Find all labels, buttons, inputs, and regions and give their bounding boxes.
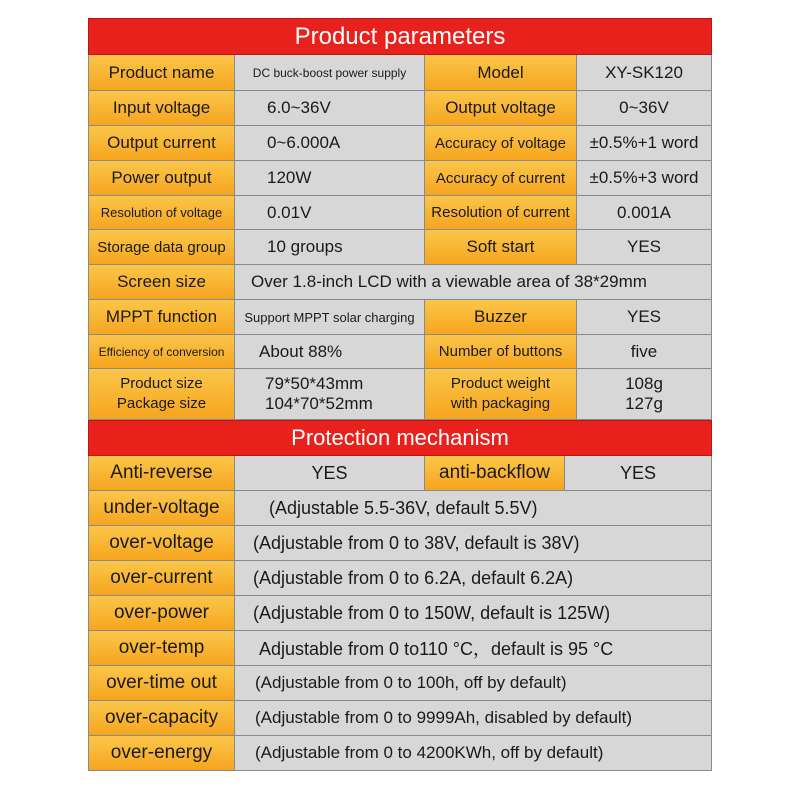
efficiency-label: Efficiency of conversion [89, 335, 235, 369]
params-row [88, 230, 712, 265]
screen-size-label: Screen size [89, 265, 235, 300]
storage-data-label: Storage data group [89, 230, 235, 265]
storage-data-value: 10 groups [235, 230, 425, 265]
soft-start-label: Soft start [425, 230, 577, 265]
number-of-buttons-value: five [577, 335, 712, 369]
params-row [88, 126, 712, 161]
under-voltage-value: (Adjustable 5.5-36V, default 5.5V) [235, 491, 712, 526]
resolution-current-value: 0.001A [577, 196, 712, 230]
product-weight-label: Product weight [450, 375, 551, 392]
product-name-value: DC buck-boost power supply [235, 55, 425, 91]
over-current-value: (Adjustable from 0 to 6.2A, default 6.2A) [235, 561, 712, 596]
protection-row [88, 631, 712, 666]
spec-sheet [88, 18, 712, 771]
anti-reverse-value: YES [235, 456, 425, 491]
protection-row [88, 736, 712, 771]
package-size-label: Package size [116, 395, 207, 412]
package-weight-value: 127g [625, 394, 663, 413]
protection-row [88, 701, 712, 736]
params-row [88, 335, 712, 369]
over-power-label: over-power [89, 596, 235, 631]
weight-values [577, 369, 712, 420]
params-row [88, 369, 712, 420]
buzzer-value: YES [577, 300, 712, 335]
anti-backflow-value: YES [565, 456, 712, 491]
params-row [88, 196, 712, 230]
with-packaging-label: with packaging [450, 395, 551, 412]
params-row [88, 300, 712, 335]
protection-row [88, 456, 712, 491]
anti-reverse-label: Anti-reverse [89, 456, 235, 491]
number-of-buttons-label: Number of buttons [425, 335, 577, 369]
over-energy-value: (Adjustable from 0 to 4200KWh, off by default) [235, 736, 712, 771]
product-weight-value: 108g [625, 374, 663, 393]
weight-labels [425, 369, 577, 420]
over-voltage-value: (Adjustable from 0 to 38V, default is 38V) [235, 526, 712, 561]
protection-row [88, 561, 712, 596]
over-capacity-label: over-capacity [89, 701, 235, 736]
params-row [88, 265, 712, 300]
over-capacity-value: (Adjustable from 0 to 9999Ah, disabled by default) [235, 701, 712, 736]
package-size-value: 104*70*52mm [265, 394, 373, 413]
accuracy-voltage-label: Accuracy of voltage [425, 126, 577, 161]
over-time-out-value: (Adjustable from 0 to 100h, off by default) [235, 666, 712, 701]
anti-backflow-label: anti-backflow [425, 456, 565, 491]
over-temp-label: over-temp [89, 631, 235, 666]
resolution-current-label: Resolution of current [425, 196, 577, 230]
mppt-function-value: Support MPPT solar charging [235, 300, 425, 335]
over-time-out-label: over-time out [89, 666, 235, 701]
protection-mechanism-header: Protection mechanism [88, 420, 712, 456]
product-parameters-header: Product parameters [88, 18, 712, 55]
model-value: XY-SK120 [577, 55, 712, 91]
product-name-label: Product name [89, 55, 235, 91]
input-voltage-label: Input voltage [89, 91, 235, 126]
soft-start-value: YES [577, 230, 712, 265]
output-current-value: 0~6.000A [235, 126, 425, 161]
params-row [88, 55, 712, 91]
size-labels [89, 369, 235, 420]
params-row [88, 161, 712, 196]
resolution-voltage-label: Resolution of voltage [89, 196, 235, 230]
efficiency-value: About 88% [235, 335, 425, 369]
params-row [88, 91, 712, 126]
output-voltage-label: Output voltage [425, 91, 577, 126]
screen-size-value: Over 1.8-inch LCD with a viewable area of 38*29mm [235, 265, 712, 300]
under-voltage-label: under-voltage [89, 491, 235, 526]
over-voltage-label: over-voltage [89, 526, 235, 561]
size-values [235, 369, 425, 420]
power-output-value: 120W [235, 161, 425, 196]
over-power-value: (Adjustable from 0 to 150W, default is 125W) [235, 596, 712, 631]
over-temp-value: Adjustable from 0 to110 °C，default is 95 °C [235, 631, 712, 666]
over-energy-label: over-energy [89, 736, 235, 771]
product-size-label: Product size [120, 375, 203, 392]
product-size-value: 79*50*43mm [265, 374, 364, 393]
accuracy-current-label: Accuracy of current [425, 161, 577, 196]
input-voltage-value: 6.0~36V [235, 91, 425, 126]
protection-row [88, 666, 712, 701]
output-current-label: Output current [89, 126, 235, 161]
protection-row [88, 596, 712, 631]
output-voltage-value: 0~36V [577, 91, 712, 126]
over-current-label: over-current [89, 561, 235, 596]
power-output-label: Power output [89, 161, 235, 196]
protection-table [88, 456, 712, 771]
accuracy-voltage-value: ±0.5%+1 word [577, 126, 712, 161]
buzzer-label: Buzzer [425, 300, 577, 335]
mppt-function-label: MPPT function [89, 300, 235, 335]
resolution-voltage-value: 0.01V [235, 196, 425, 230]
accuracy-current-value: ±0.5%+3 word [577, 161, 712, 196]
model-label: Model [425, 55, 577, 91]
protection-row [88, 491, 712, 526]
protection-row [88, 526, 712, 561]
